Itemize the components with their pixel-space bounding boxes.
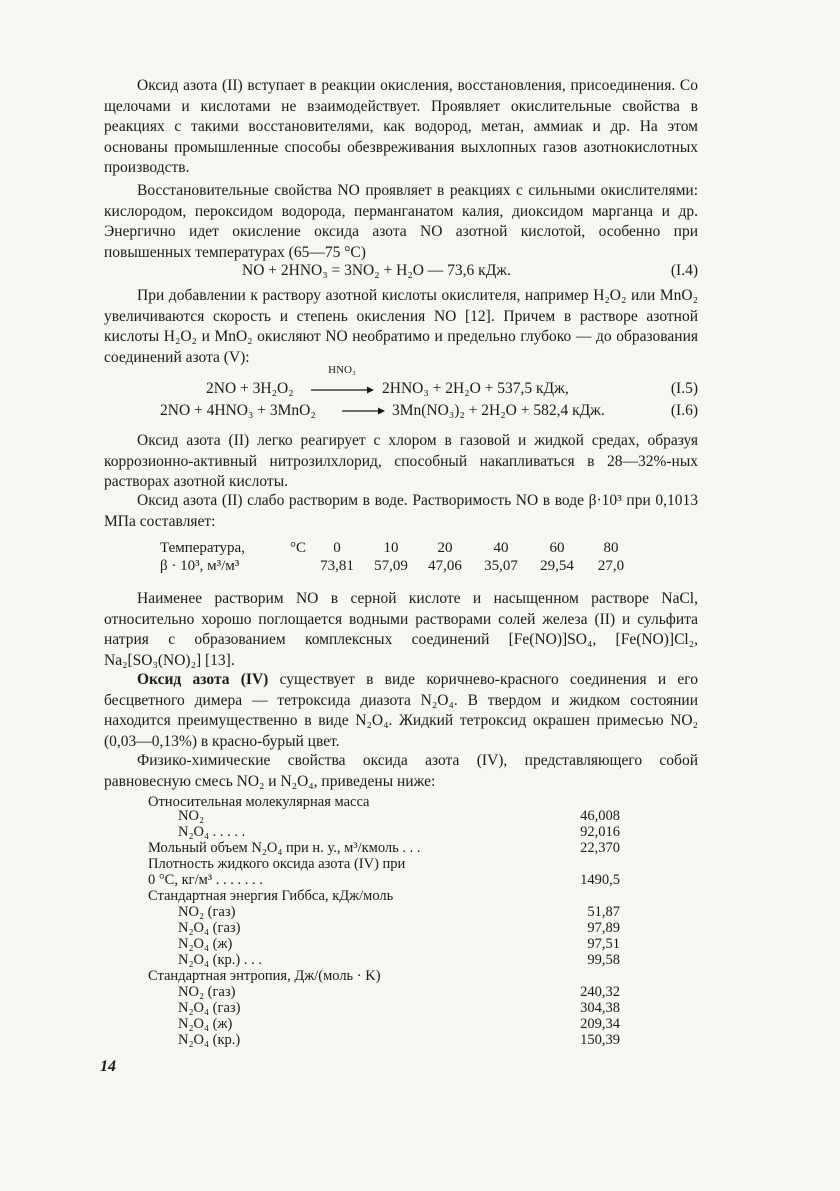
paragraph-text: Наименее растворим NO в серной кислоте и насыщенном растворе NaCl, относительно хорошо поглощается водными растворами солей железа (II) и сульфита натрия с образованием комплексных соединений [Fe(NO)]SO₄, [Fe(NO)]Cl₂, Na₂[SO₃(NO)₂] [13]. [104,590,698,669]
equation-i5 [104,364,698,398]
equation-right: 2HNO₃ + 2H₂O + 537,5 кДж, [382,380,569,397]
solubility-table [104,540,698,582]
temperature-unit: °C [290,540,307,556]
property-value: 99,58 [587,952,620,968]
reaction-arrow-icon [340,405,386,417]
equation-text: NO + 2HNO₃ = 3NO₂ + H₂O — 73,6 кДж. [242,262,511,279]
property-value: 97,51 [587,936,620,952]
paragraph-no-reactions [104,76,698,179]
temperature-label: Температура, [160,540,245,556]
solubility-value: 29,54 [540,558,574,574]
paragraph-absorption [104,589,698,671]
paragraph-text: Восстановительные свойства NO проявляет в реакциях с сильными окислителями: кислородом, пероксидом водорода, перманганатом калия, диоксидом марганца и др. Энергично идет окисление оксида азота NO азотной кислотой, особенно при повышенных температурах (65—75 °C) [104,182,698,261]
solubility-value: 35,07 [484,558,518,574]
equation-left: 2NO + 4HNO₃ + 3MnO₂ [160,402,316,419]
property-value: 304,38 [580,1000,620,1016]
solubility-label: β · 10³, м³/м³ [160,558,240,574]
property-value: 240,32 [580,984,620,1000]
property-label: NO₂ (газ) [178,904,236,920]
paragraph-text: Оксид азота (II) слабо растворим в воде. Растворимость NO в воде β·10³ при 0,1013 МПа составляет: [104,492,698,530]
property-heading: Относительная молекулярная масса [148,794,370,810]
properties-list [104,794,698,1054]
equation-i4 [104,262,698,284]
equation-i6 [104,402,698,424]
property-heading: Стандартная энергия Гиббса, кДж/моль [148,888,394,904]
paragraph-text: Оксид азота (II) легко реагирует с хлором в газовой и жидкой средах, образуя коррозионно-активный нитрозилхлорид, способный накапливаться в 28—32%-ных растворах азотной кислоты. [104,432,698,491]
temperature-value: 60 [549,540,565,556]
paragraph-physchem [104,751,698,792]
equation-right: 3Mn(NO₃)₂ + 2H₂O + 582,4 кДж. [392,402,605,419]
property-heading: 0 °C, кг/м³ . . . . . . . [148,872,263,888]
paragraph-text: При добавлении к раствору азотной кислоты окислителя, например H₂O₂ или MnO₂ увеличиваются скорость и степень окисления NO [12]. Причем в растворе азотной кислоты H₂O₂ и MnO₂ окисляют NO необратимо и предельно глубоко — до образования соединений азота (V): [104,287,698,366]
property-label: N₂O₄ . . . . . [178,824,246,840]
property-label: N₂O₄ (газ) [178,920,241,936]
property-value: 209,34 [580,1016,620,1032]
equation-number: (I.5) [670,380,698,397]
temperature-value: 80 [603,540,619,556]
equation-number: (I.4) [670,262,698,279]
equation-number: (I.6) [670,402,698,419]
property-heading: Плотность жидкого оксида азота (IV) при [148,856,406,872]
paragraph-text: Физико-химические свойства оксида азота (IV), представляющего собой равновесную смесь NO₂ и N₂O₄, приведены ниже: [104,752,698,790]
property-label: N₂O₄ (ж) [178,1016,233,1032]
paragraph-chlorine [104,431,698,493]
page-number: 14 [100,1058,116,1075]
property-label: NO₂ (газ) [178,984,236,1000]
property-heading: Стандартная энтропия, Дж/(моль · K) [148,968,381,984]
paragraph-no2 [104,670,698,752]
solubility-value: 47,06 [428,558,462,574]
property-label: N₂O₄ (газ) [178,1000,241,1016]
property-value: 1490,5 [580,872,620,888]
solubility-value: 27,0 [597,558,625,574]
property-value: 46,008 [580,808,620,824]
property-label: N₂O₄ (кр.) . . . [178,952,263,968]
property-heading: Мольный объем N₂O₄ при н. у., м³/кмоль . . . [148,840,421,856]
temperature-value: 0 [333,540,341,556]
property-value: 22,370 [580,840,620,856]
property-value: 92,016 [580,824,620,840]
temperature-value: 10 [383,540,399,556]
solubility-value: 57,09 [374,558,408,574]
paragraph-reducing-properties [104,181,698,263]
property-value: 150,39 [580,1032,620,1048]
reaction-arrow-icon [309,384,375,396]
paragraph-oxidizers [104,286,698,368]
solubility-value: 73,81 [320,558,354,574]
paragraph-rest: существует в виде коричнево-красного соединения и его бесцветного димера — тетроксида диазота N₂O₄. В твердом и жидком состоянии находится преимущественно в виде N₂O₄. Жидкий тетроксид окрашен примесью NO₂ (0,03—0,13%) в красно-бурый цвет. [104,671,698,750]
property-label: N₂O₄ (ж) [178,936,233,952]
temperature-value: 20 [437,540,453,556]
paragraph-text: Оксид азота (II) вступает в реакции окисления, восстановления, присоединения. Со щелочами и кислотами не взаимодействует. Проявляет окислительные свойства в реакциях с такими восстановителями, как водород, метан, аммиак и др. На этом основаны промышленные способы обезвреживания выхлопных газов азотнокислотных производств. [104,77,698,177]
property-label: NO₂ [178,808,204,824]
paragraph-solubility [104,491,698,532]
paragraph-text [104,670,698,752]
property-label: N₂O₄ (кр.) [178,1032,241,1048]
arrow-condition: HNO₃ [328,364,356,376]
property-value: 51,87 [587,904,620,920]
property-value: 97,89 [587,920,620,936]
equation-left: 2NO + 3H₂O₂ [206,380,294,397]
bold-term: Оксид азота (IV) [137,671,269,688]
temperature-value: 40 [493,540,509,556]
